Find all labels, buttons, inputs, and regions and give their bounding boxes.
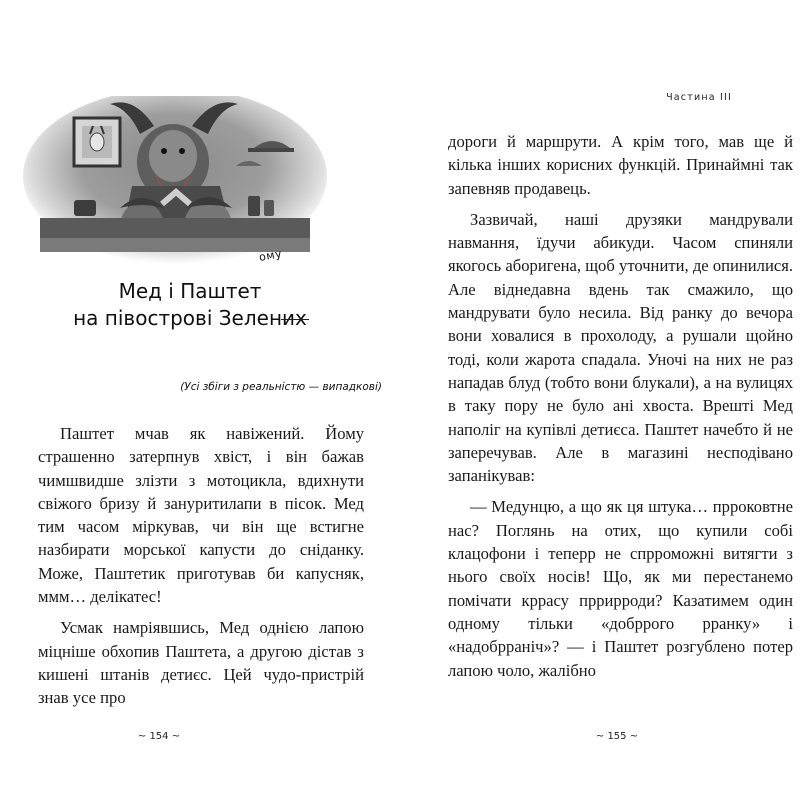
right-body-text [448,130,793,682]
paragraph: — Медунцю, а що як ця штука… прроковтне нас? Поглянь на отих, що купили собі клацофони і теперр не спрроможні витягти з нього своїх носів! Що, як ми перестанемо помічати кррасу пррирроди? Казатимем один одному тільки «добррого рранку» і «надобрраніч»? — і Паштет розгублено потер лапою чоло, жалібно [448,497,793,680]
page-number: ~ 154 ~ [137,731,181,742]
handwritten-correction: ому [258,247,284,264]
epigraph: (Усі збіги з реальністю — випадкові) [180,381,382,393]
chapter-title-line-2-main: на півострові Зелен [73,306,283,330]
chapter-title-line-2 [40,305,340,332]
chapter-title-line-1: Мед і Паштет [118,279,262,303]
right-page [400,0,800,800]
running-head: Частина III [666,92,732,103]
left-body-text [38,422,364,710]
chapter-title [40,278,340,332]
paragraph: Паштет мчав як навіжений. Йому страшенно затерпнув хвіст, і він бажав чимшвидше злізти з мотоцикла, вдихнути свіжого бризу й зануритилапи в пісок. Мед тим часом міркував, чи він ще встигне назбирати морської капусти до сніданку. Може, Паштетик приготував би капусняк, ммм… делікатес! [38,424,364,607]
paragraph: Зазвичай, наші друзяки мандрували навмання, їдучи абикуди. Часом спиняли якогось аборигена, щоб уточнити, де опинилися. Але віднедавна вдень так смажило, що мандрувати було несила. Від ранку до вечора вони ховалися в прохолоду, а рушали щойно тоді, коли жарота спадала. Уночі на них не раз нападав блуд (тобто вони блукали), а на вулицях в таку пору не було ані хвоста. Врешті Мед наполіг на купівлі детиєса. Паштет начебто й не заперечував. Але в магазині несподівано запанікував: [448,209,793,486]
paragraph: дороги й маршрути. А крім того, мав ще й кілька інших корисних функцій. Принаймні так запевняв продавець. [448,132,793,198]
page-number: ~ 155 ~ [595,731,639,742]
struck-through-ending: их [282,306,307,330]
chapter-illustration [22,96,328,271]
paragraph: Усмак намріявшись, Мед однією лапою міцніше обхопив Паштета, а другою дістав з кишені штанів детиєс. Цей чудо-пристрій знав усе про [38,618,364,708]
